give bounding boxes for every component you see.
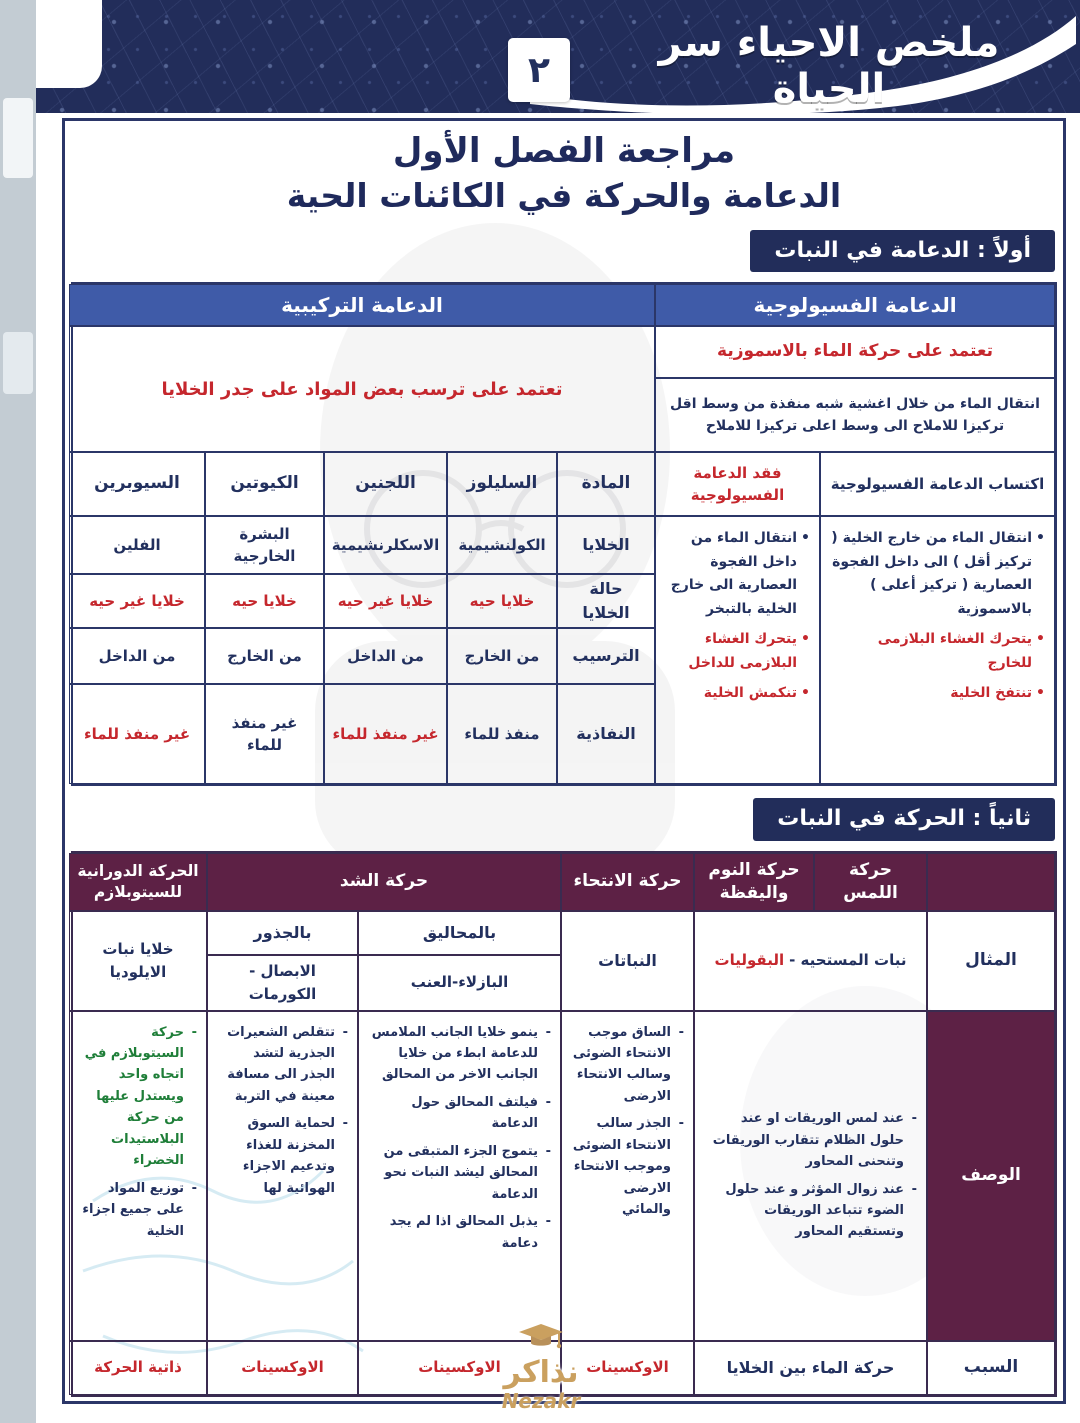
table-cell: خلايا غير حيه [69, 574, 205, 628]
structural-support-header: الدعامة التركيبية [69, 284, 655, 326]
material-cutin: الكيوتين [205, 452, 324, 516]
column-header-touch: حركة اللمس [814, 853, 927, 911]
section2-bar: ثانياً : الحركة في النبات [753, 798, 1055, 840]
row-label-permeability: النفاذية [557, 684, 655, 784]
table-cell: خلايا حيه [447, 574, 557, 628]
column-header-pulling: حركة الشد [207, 853, 561, 911]
description-touch-sleep [694, 1011, 927, 1341]
table-cell: من الداخل [324, 628, 447, 684]
example-text: نبات المستحيه - [789, 951, 907, 970]
movement-table [71, 851, 1057, 1397]
bullet-item: • يتحرك الغشاء البلازمى للداخل [665, 628, 810, 675]
table-cell: الكولنشيمية [447, 516, 557, 574]
bullet-item: - تتقلص الشعيرات الجذرية لتشد الجذر الى مسافة معينة في التربة [217, 1022, 348, 1108]
cause-rotation: ذاتية الحركة [69, 1341, 207, 1395]
row-label-cells: الخلايا [557, 516, 655, 574]
material-lignin: اللجنين [324, 452, 447, 516]
top-banner [36, 0, 1080, 113]
page-number: ٢ [508, 38, 570, 102]
table-cell: البشرة الخارجية [205, 516, 324, 574]
structural-note: تعتمد على ترسب بعض المواد على جدر الخلايا [69, 326, 655, 452]
bullet-item: - عند لمس الوريقات او عند حلول الظلام تتقارب الوريقات وتنحنى المحاور [704, 1108, 917, 1172]
banner-corner-decoration [36, 0, 102, 88]
scan-edge-block [3, 98, 33, 178]
example-touch-sleep [694, 911, 927, 1011]
bullet-item: - عند زوال المؤثر و عند حلول الضوء تتباعد الوريقات وتستقيم المحاور [704, 1179, 917, 1243]
bullet-item: • تنكمش الخلية [665, 682, 810, 706]
column-header-tropism: حركة الانتحاء [561, 853, 694, 911]
table-cell: منفذ للماء [447, 684, 557, 784]
physiological-support-header: الدعامة الفسيولوجية [655, 284, 1055, 326]
bullet-item: • يتحرك الغشاء البلازمى للخارج [830, 628, 1045, 675]
gain-support-details [820, 516, 1055, 784]
watermark-latin: Nezakr [501, 1389, 581, 1413]
table-cell: من الخارج [205, 628, 324, 684]
bullet-item: • انتقال الماء من خارج الخلية ( تركيز أقل ) الى داخل الفجوة العصارية ( تركيز أعلى ) بالاسموزية [830, 527, 1045, 621]
bullet-item: • تنتفخ الخلية [830, 682, 1045, 706]
example-roots: الابصال - الكورمات [207, 955, 358, 1011]
scan-edge-block [3, 332, 33, 394]
brand-title: ملخص الاحياء سر الحياة [658, 20, 1000, 112]
table-cell: من الخارج [447, 628, 557, 684]
material-suberin: السيوبرين [69, 452, 205, 516]
content-frame [62, 118, 1066, 1404]
bullet-item: - الساق موجب الانتحاء الضوئى وسالب الانتحاء الارضى [571, 1022, 684, 1108]
bullet-item: - الجذر سالب الانتحاء الضوئى وموجب الانتحاء الارضى والمائي [571, 1113, 684, 1220]
loss-support-details [655, 516, 820, 784]
description-roots [207, 1011, 358, 1341]
watermark-arabic: نذاكر [503, 1355, 579, 1390]
bullet-item: • انتقال الماء من داخل الفجوة العصارية الى خارج الخلية بالتبخر [665, 527, 810, 621]
cause-touch-sleep: حركة الماء بين الخلايا [694, 1341, 927, 1395]
table-cell: غير منفذ للماء [69, 684, 205, 784]
table-cell: غير منفذ للماء [205, 684, 324, 784]
row-label-description: الوصف [927, 1011, 1055, 1341]
support-table [71, 282, 1057, 786]
bullet-item: - توزيع المواد على جميع اجزاء الخلية [79, 1178, 197, 1242]
bullet-item: - ينمو خلايا الجانب الملامس للدعامة ابطء من خلايا الجانب الاخر من المحالق [368, 1022, 551, 1086]
table-cell: من الداخل [69, 628, 205, 684]
description-rotation [69, 1011, 207, 1341]
column-header-cytoplasm-rotation: الحركة الدورانية للسيتوبلازم [69, 853, 207, 911]
example-tendrils: البازلاء-العنب [358, 955, 561, 1011]
cause-tendrils: الاوكسينات [358, 1341, 561, 1395]
example-tropism: النباتات [561, 911, 694, 1011]
page-title-line1: مراجعة الفصل الأول [392, 131, 736, 171]
bullet-item: - فيلتف المحالق حول الدعامة [368, 1092, 551, 1135]
page-title-line2: الدعامة والحركة في الكائنات الحية [286, 175, 842, 215]
example-rotation: خلايا نبات الايلوديا [69, 911, 207, 1011]
table-cell: خلايا حيه [205, 574, 324, 628]
material-column-header: المادة [557, 452, 655, 516]
scan-edge-strip [0, 0, 36, 1423]
table-cell: الاسكلرنشيمية [324, 516, 447, 574]
row-label-example: المثال [927, 911, 1055, 1011]
physiological-definition: انتقال الماء من خلال اغشية شبه منفذة من وسط اقل تركيزا للاملاح الى وسط اعلى تركيزا للاملاح [655, 378, 1055, 452]
row-label-cause: السبب [927, 1341, 1055, 1395]
example-text-highlight: البقوليات [714, 951, 785, 970]
row-label-deposition: الترسيب [557, 628, 655, 684]
cause-tropism: الاوكسينات [561, 1341, 694, 1395]
table-cell: خلايا غير حيه [324, 574, 447, 628]
column-header-sleep-wake: حركة النوم واليقظة [694, 853, 814, 911]
subheader-tendrils: بالمحاليق [358, 911, 561, 955]
section1-bar: أولاً : الدعامة في النبات [750, 230, 1055, 272]
bullet-item: - يتموج الجزء المتبقى من المحالق ليشد النبات نحو الدعامة [368, 1141, 551, 1205]
subheader-roots: بالجذور [207, 911, 358, 955]
gain-support-header: اكتساب الدعامة الفسيولوجية [820, 452, 1055, 516]
corner-cell [927, 853, 1055, 911]
physiological-note: تعتمد على حركة الماء بالاسموزية [655, 326, 1055, 378]
table-cell: الفلين [69, 516, 205, 574]
bullet-item: - يذبل المحالق اذا لم يجد دعامة [368, 1211, 551, 1254]
row-label-cell-state: حالة الخلايا [557, 574, 655, 628]
description-tropism [561, 1011, 694, 1341]
bullet-item: - لحماية السوق المخزنة للغذاء وتدعيم الاجزاء الهوائية لها [217, 1113, 348, 1199]
table-cell: غير منفذ للماء [324, 684, 447, 784]
page-title [71, 129, 1057, 218]
loss-support-header: فقد الدعامة الفسيولوجية [655, 452, 820, 516]
material-cellulose: السليلوز [447, 452, 557, 516]
cause-roots: الاوكسينات [207, 1341, 358, 1395]
bullet-item: - حركة السيتوبلازم في اتجاه واحد ويستدل عليها من حركة البلاستيدات الخضراء [79, 1022, 197, 1172]
description-tendrils [358, 1011, 561, 1341]
